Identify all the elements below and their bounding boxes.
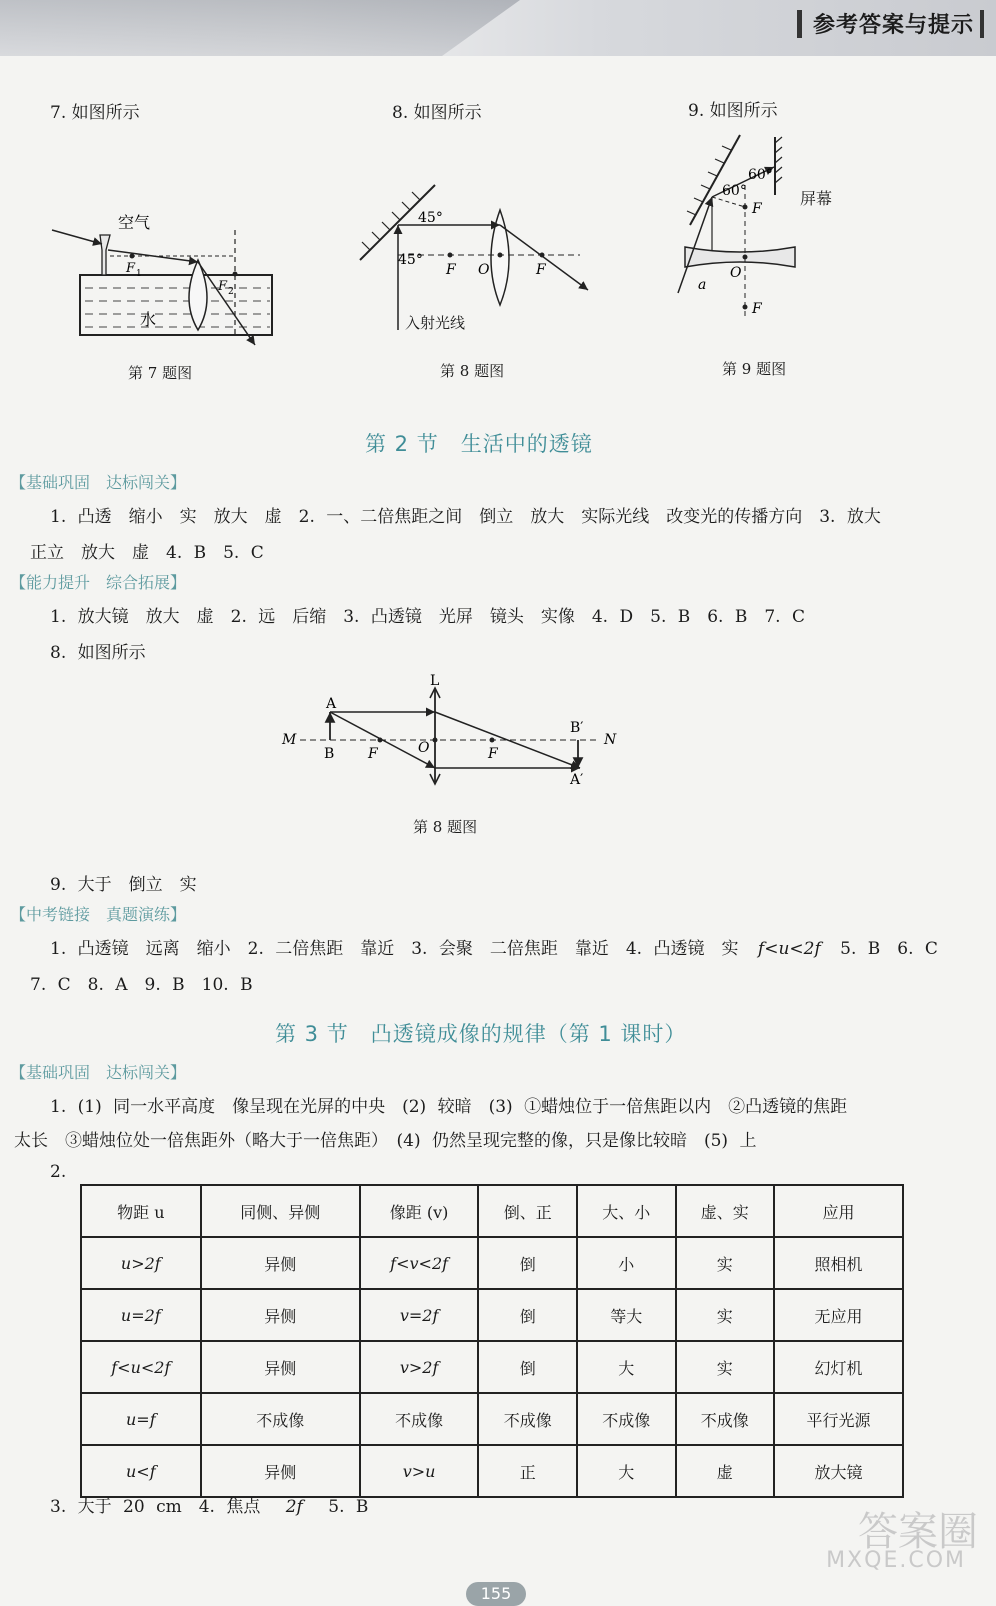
- table-cell: v>u: [360, 1445, 479, 1497]
- section2-answer-line1: 1. 凸透 缩小 实 放大 虚 2. 一、二倍焦距之间 倒立 放大 实际光线 改变光的传播方向 3. 放大: [50, 507, 881, 527]
- fig8-optical-center: O: [478, 262, 490, 278]
- lens-imaging-table: [80, 1184, 904, 1498]
- table-cell: v=2f: [360, 1289, 479, 1341]
- table-cell: 照相机: [774, 1237, 903, 1289]
- table-cell: 异侧: [201, 1445, 360, 1497]
- section2-answer-line5: 9. 大于 倒立 实: [50, 875, 197, 895]
- section2-fig8-caption: 第 8 题图: [413, 818, 478, 836]
- figure-7-diagram: [40, 200, 290, 350]
- section2-answer-line6-text: 1. 凸透镜 远离 缩小 2. 二倍焦距 靠近 3. 会聚 二倍焦距 靠近 4. 凸透镜 实: [50, 939, 739, 959]
- section2-answer-line2: 正立 放大 虚 4. B 5. C: [30, 543, 264, 563]
- fig7-f1-label: F: [126, 261, 136, 276]
- section2-answer-line6: [50, 934, 938, 959]
- fig8b-axis-n: N: [604, 732, 617, 748]
- fig9-angle-top: 60°: [748, 167, 773, 183]
- table-cell: 实: [676, 1289, 775, 1341]
- watermark-logo: 答案圈: [858, 1509, 978, 1555]
- fig8b-axis-m: M: [282, 732, 297, 748]
- section2-title: 第 2 节 生活中的透镜: [365, 432, 593, 456]
- table-cell: 倒: [478, 1341, 577, 1393]
- table-cell: u=2f: [81, 1289, 201, 1341]
- table-row: [81, 1393, 903, 1445]
- table-cell: 正: [478, 1445, 577, 1497]
- q8-caption: 8. 如图所示: [392, 103, 482, 123]
- table-cell: 虚: [676, 1445, 775, 1497]
- section2-answer-line3: 1. 放大镜 放大 虚 2. 远 后缩 3. 凸透镜 光屏 镜头 实像 4. D 5. B 6. B 7. C: [50, 607, 805, 627]
- table-cell: 不成像: [676, 1393, 775, 1445]
- figure-9-diagram: [670, 125, 850, 335]
- q7-caption: 7. 如图所示: [50, 103, 140, 123]
- fig7-f2-sub: 2: [228, 287, 234, 297]
- table-cell: 不成像: [577, 1393, 676, 1445]
- section2-answer-line7: 7. C 8. A 9. B 10. B: [30, 975, 253, 995]
- table-cell: f<u<2f: [81, 1341, 201, 1393]
- fig8b-focus-right: F: [488, 746, 498, 762]
- fig8-caption: 第 8 题图: [440, 362, 505, 380]
- table-row: [81, 1445, 903, 1497]
- fig8-focus-right: F: [536, 262, 546, 278]
- table-cell: 幻灯机: [774, 1341, 903, 1393]
- table-cell: 无应用: [774, 1289, 903, 1341]
- table-cell: u<f: [81, 1445, 201, 1497]
- section3-answer-line3-tail: 5. B: [328, 1497, 369, 1517]
- table-cell: f<v<2f: [360, 1237, 479, 1289]
- table-cell: 大: [577, 1341, 676, 1393]
- section3-answer-line3-text: 3. 大于 20 cm 4. 焦点: [50, 1497, 261, 1517]
- table-cell: 不成像: [360, 1393, 479, 1445]
- fig9-ray-a: a: [698, 277, 707, 293]
- table-cell: 不成像: [201, 1393, 360, 1445]
- table-cell: 倒: [478, 1237, 577, 1289]
- fig8b-point-b: B: [324, 746, 335, 762]
- table-cell: 大: [577, 1445, 676, 1497]
- header-title: 参考答案与提示: [813, 8, 974, 39]
- table-cell: 不成像: [478, 1393, 577, 1445]
- table-cell: 等大: [577, 1289, 676, 1341]
- section3-answer-line1: 1. (1) 同一水平高度 像呈现在光屏的中央 (2) 较暗 (3) ①蜡烛位于一倍焦距以内 ②凸透镜的焦距: [50, 1097, 848, 1117]
- section2-tag-basic: 【基础巩固 达标闯关】: [10, 473, 187, 492]
- table-cell: 实: [676, 1341, 775, 1393]
- fig8-angle-top: 45°: [418, 210, 443, 226]
- fig8-incident-label: 入射光线: [405, 314, 466, 332]
- fig9-caption: 第 9 题图: [722, 360, 787, 378]
- fig9-screen-label: 屏幕: [800, 189, 833, 208]
- table-header-cell: 应用: [774, 1185, 903, 1237]
- table-header-row: [81, 1185, 903, 1237]
- fig8b-point-b-prime: B′: [570, 720, 584, 736]
- section3-answer-line3: [50, 1492, 368, 1517]
- table-cell: 放大镜: [774, 1445, 903, 1497]
- fig8b-focus-left: F: [368, 746, 378, 762]
- fig7-f1-sub: 1: [136, 269, 142, 279]
- fig9-angle-bottom: 60°: [722, 183, 747, 199]
- section2-answer-line6-formula: f<u<2f: [757, 939, 821, 959]
- section2-answer-line4: 8. 如图所示: [50, 643, 146, 663]
- table-cell: 平行光源: [774, 1393, 903, 1445]
- fig8-focus-left: F: [446, 262, 456, 278]
- table-cell: u=f: [81, 1393, 201, 1445]
- header-decoration: [0, 0, 520, 56]
- fig8b-point-a-prime: A′: [570, 772, 584, 788]
- fig9-focus-bottom: F: [752, 301, 762, 317]
- table-header-cell: 大、小: [577, 1185, 676, 1237]
- fig7-f2-label: F: [218, 279, 228, 294]
- section2-answer-line6-tail: 5. B 6. C: [840, 939, 938, 959]
- table-header-cell: 倒、正: [478, 1185, 577, 1237]
- table-cell: u>2f: [81, 1237, 201, 1289]
- fig9-optical-center: O: [730, 265, 742, 281]
- fig7-caption: 第 7 题图: [128, 364, 193, 382]
- section3-q2-label: 2.: [50, 1162, 67, 1182]
- table-cell: 异侧: [201, 1289, 360, 1341]
- table-header-cell: 物距 u: [81, 1185, 201, 1237]
- fig8-angle-bottom: 45°: [398, 252, 423, 268]
- section3-answer-line3-formula: 2f: [285, 1497, 303, 1517]
- table-cell: 实: [676, 1237, 775, 1289]
- table-cell: 小: [577, 1237, 676, 1289]
- fig7-air-label: 空气: [118, 213, 151, 232]
- table-row: [81, 1289, 903, 1341]
- table-header-cell: 虚、实: [676, 1185, 775, 1237]
- q9-caption: 9. 如图所示: [688, 101, 778, 121]
- table-cell: 异侧: [201, 1237, 360, 1289]
- fig7-water-label: 水: [140, 310, 157, 329]
- table-cell: v>2f: [360, 1341, 479, 1393]
- fig8b-lens-label: L: [430, 673, 440, 689]
- section2-tag-exam: 【中考链接 真题演练】: [10, 905, 187, 924]
- fig9-focus-top: F: [752, 201, 762, 217]
- section2-figure-8-diagram: [270, 670, 630, 800]
- section3-title: 第 3 节 凸透镜成像的规律（第 1 课时）: [275, 1022, 687, 1046]
- table-cell: 倒: [478, 1289, 577, 1341]
- figure-8-diagram: [350, 180, 610, 340]
- fig8b-point-a: A: [326, 696, 337, 712]
- table-header-cell: 同侧、异侧: [201, 1185, 360, 1237]
- table-cell: 异侧: [201, 1341, 360, 1393]
- section3-tag-basic: 【基础巩固 达标闯关】: [10, 1063, 187, 1082]
- section2-tag-advanced: 【能力提升 综合拓展】: [10, 573, 187, 592]
- table-header-cell: 像距 (v): [360, 1185, 479, 1237]
- table-row: [81, 1341, 903, 1393]
- section3-answer-line2: 太长 ③蜡烛位处一倍焦距外（略大于一倍焦距） (4) 仍然呈现完整的像，只是像比较暗 (5) 上: [14, 1131, 757, 1151]
- table-row: [81, 1237, 903, 1289]
- page-number: 155: [466, 1582, 526, 1606]
- fig8b-optical-center: O: [418, 740, 430, 756]
- watermark-site: MXQE.COM: [826, 1548, 966, 1573]
